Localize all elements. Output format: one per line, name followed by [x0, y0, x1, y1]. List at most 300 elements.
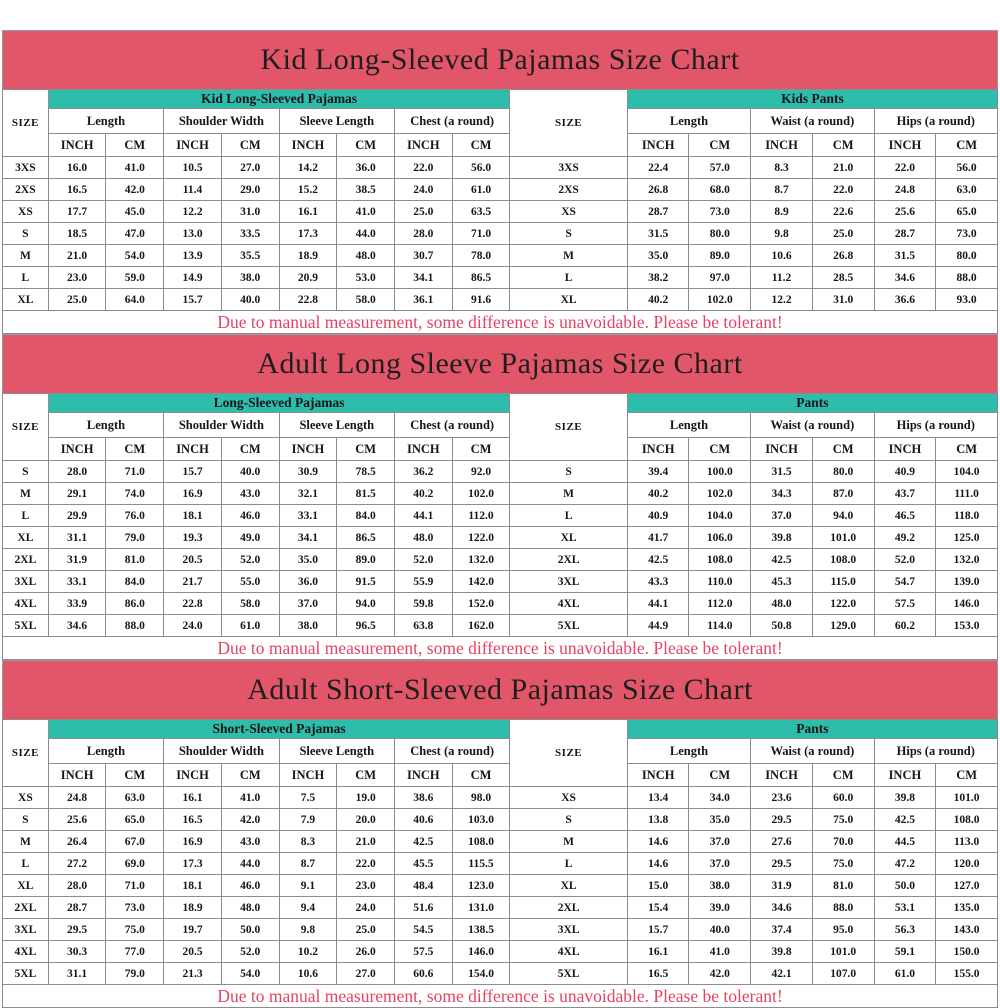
value-cell: 40.0 [221, 289, 279, 311]
value-cell: 18.1 [164, 505, 222, 527]
value-cell: 27.2 [48, 853, 106, 875]
value-cell: 81.0 [812, 875, 874, 897]
value-cell: 34.6 [874, 267, 936, 289]
unit-header-cell: INCH [48, 764, 106, 787]
value-cell: 98.0 [452, 787, 510, 809]
value-cell: 31.1 [48, 527, 106, 549]
value-cell: 35.0 [279, 549, 337, 571]
value-cell: 61.0 [874, 963, 936, 985]
value-cell: 37.0 [751, 505, 813, 527]
value-cell: 46.0 [221, 505, 279, 527]
table-row [3, 831, 998, 853]
size-cell: 2XL [3, 897, 49, 919]
value-cell: 24.0 [337, 897, 395, 919]
measure-header-cell: Length [627, 109, 750, 134]
measure-header-cell: Waist (a round) [751, 413, 874, 438]
value-cell: 23.0 [48, 267, 106, 289]
value-cell: 75.0 [812, 853, 874, 875]
value-cell: 31.0 [221, 201, 279, 223]
value-cell: 36.2 [394, 461, 452, 483]
table-row [3, 919, 998, 941]
size-cell: XL [3, 527, 49, 549]
value-cell: 10.5 [164, 157, 222, 179]
size-cell: L [3, 505, 49, 527]
unit-header-cell: INCH [627, 134, 689, 157]
size-cell: 2XL [510, 897, 627, 919]
header-row-units [3, 764, 998, 787]
value-cell: 102.0 [452, 483, 510, 505]
measure-header-cell: Chest (a round) [394, 739, 509, 764]
value-cell: 31.5 [751, 461, 813, 483]
size-cell: XL [510, 875, 627, 897]
value-cell: 29.5 [751, 809, 813, 831]
size-cell: S [3, 223, 49, 245]
value-cell: 48.0 [751, 593, 813, 615]
header-row-group [3, 720, 998, 739]
value-cell: 20.5 [164, 549, 222, 571]
value-cell: 155.0 [936, 963, 998, 985]
value-cell: 44.0 [337, 223, 395, 245]
value-cell: 29.5 [48, 919, 106, 941]
value-cell: 60.0 [812, 787, 874, 809]
value-cell: 113.0 [936, 831, 998, 853]
value-cell: 29.0 [221, 179, 279, 201]
value-cell: 31.5 [874, 245, 936, 267]
value-cell: 43.0 [221, 831, 279, 853]
table-row [3, 963, 998, 985]
size-cell: XL [510, 527, 627, 549]
section-title-banner [2, 660, 998, 719]
value-cell: 42.0 [106, 179, 164, 201]
value-cell: 47.0 [106, 223, 164, 245]
value-cell: 112.0 [452, 505, 510, 527]
value-cell: 58.0 [337, 289, 395, 311]
size-cell: 3XS [3, 157, 49, 179]
size-cell: XS [510, 201, 627, 223]
disclaimer [2, 985, 998, 1008]
table-row [3, 483, 998, 505]
size-column-header: SIZE [510, 720, 627, 787]
value-cell: 27.6 [751, 831, 813, 853]
value-cell: 71.0 [452, 223, 510, 245]
value-cell: 61.0 [221, 615, 279, 637]
section-adult-long-sleeve-pajamas [2, 334, 998, 660]
value-cell: 13.9 [164, 245, 222, 267]
value-cell: 153.0 [936, 615, 998, 637]
value-cell: 52.0 [221, 941, 279, 963]
value-cell: 25.6 [874, 201, 936, 223]
value-cell: 37.4 [751, 919, 813, 941]
value-cell: 37.0 [279, 593, 337, 615]
value-cell: 24.8 [48, 787, 106, 809]
table-row [3, 267, 998, 289]
section-title-banner [2, 30, 998, 89]
table-row [3, 201, 998, 223]
size-cell: L [510, 267, 627, 289]
value-cell: 162.0 [452, 615, 510, 637]
value-cell: 78.0 [452, 245, 510, 267]
value-cell: 40.2 [627, 289, 689, 311]
size-column-header: SIZE [3, 720, 49, 787]
value-cell: 40.0 [689, 919, 751, 941]
value-cell: 86.0 [106, 593, 164, 615]
size-cell: S [510, 461, 627, 483]
value-cell: 138.5 [452, 919, 510, 941]
value-cell: 50.8 [751, 615, 813, 637]
unit-header-cell: INCH [164, 438, 222, 461]
value-cell: 84.0 [106, 571, 164, 593]
table-row [3, 593, 998, 615]
table-row [3, 615, 998, 637]
value-cell: 36.1 [394, 289, 452, 311]
unit-header-cell: INCH [751, 764, 813, 787]
value-cell: 8.7 [751, 179, 813, 201]
value-cell: 95.0 [812, 919, 874, 941]
unit-header-cell: INCH [394, 764, 452, 787]
value-cell: 89.0 [689, 245, 751, 267]
size-cell: M [510, 483, 627, 505]
group-header-right: Pants [627, 720, 997, 739]
value-cell: 108.0 [452, 831, 510, 853]
value-cell: 37.0 [689, 853, 751, 875]
value-cell: 10.2 [279, 941, 337, 963]
size-table-container [2, 89, 998, 311]
value-cell: 29.9 [48, 505, 106, 527]
value-cell: 60.6 [394, 963, 452, 985]
value-cell: 86.5 [337, 527, 395, 549]
value-cell: 33.1 [48, 571, 106, 593]
value-cell: 70.0 [812, 831, 874, 853]
value-cell: 9.1 [279, 875, 337, 897]
value-cell: 44.0 [221, 853, 279, 875]
value-cell: 56.0 [936, 157, 998, 179]
value-cell: 38.6 [394, 787, 452, 809]
value-cell: 86.5 [452, 267, 510, 289]
value-cell: 103.0 [452, 809, 510, 831]
size-column-header: SIZE [510, 394, 627, 461]
value-cell: 22.0 [394, 157, 452, 179]
value-cell: 150.0 [936, 941, 998, 963]
value-cell: 10.6 [279, 963, 337, 985]
table-row [3, 853, 998, 875]
unit-header-cell: CM [689, 764, 751, 787]
value-cell: 40.0 [221, 461, 279, 483]
size-cell: S [3, 809, 49, 831]
value-cell: 56.3 [874, 919, 936, 941]
value-cell: 78.5 [337, 461, 395, 483]
value-cell: 22.8 [164, 593, 222, 615]
value-cell: 100.0 [689, 461, 751, 483]
measure-header-cell: Hips (a round) [874, 413, 997, 438]
size-table-container [2, 393, 998, 637]
unit-header-cell: INCH [48, 438, 106, 461]
value-cell: 59.0 [106, 267, 164, 289]
value-cell: 45.0 [106, 201, 164, 223]
size-cell: 2XS [510, 179, 627, 201]
group-header-right: Kids Pants [627, 90, 997, 109]
value-cell: 35.0 [627, 245, 689, 267]
value-cell: 24.8 [874, 179, 936, 201]
size-cell: L [510, 505, 627, 527]
value-cell: 38.2 [627, 267, 689, 289]
value-cell: 8.9 [751, 201, 813, 223]
value-cell: 43.0 [221, 483, 279, 505]
value-cell: 91.6 [452, 289, 510, 311]
value-cell: 8.3 [279, 831, 337, 853]
value-cell: 79.0 [106, 963, 164, 985]
unit-header-cell: INCH [874, 438, 936, 461]
value-cell: 38.5 [337, 179, 395, 201]
size-cell: XL [3, 875, 49, 897]
value-cell: 84.0 [337, 505, 395, 527]
unit-header-cell: CM [812, 764, 874, 787]
value-cell: 24.0 [164, 615, 222, 637]
value-cell: 7.5 [279, 787, 337, 809]
value-cell: 18.1 [164, 875, 222, 897]
value-cell: 48.0 [221, 897, 279, 919]
value-cell: 33.1 [279, 505, 337, 527]
value-cell: 52.0 [874, 549, 936, 571]
unit-header-cell: CM [221, 438, 279, 461]
value-cell: 77.0 [106, 941, 164, 963]
value-cell: 32.1 [279, 483, 337, 505]
value-cell: 102.0 [689, 289, 751, 311]
size-cell: M [510, 245, 627, 267]
unit-header-cell: INCH [627, 764, 689, 787]
value-cell: 59.1 [874, 941, 936, 963]
value-cell: 38.0 [279, 615, 337, 637]
value-cell: 48.4 [394, 875, 452, 897]
value-cell: 63.0 [106, 787, 164, 809]
value-cell: 42.5 [394, 831, 452, 853]
value-cell: 91.5 [337, 571, 395, 593]
value-cell: 34.6 [48, 615, 106, 637]
value-cell: 39.0 [689, 897, 751, 919]
value-cell: 17.7 [48, 201, 106, 223]
value-cell: 40.9 [627, 505, 689, 527]
unit-header-cell: CM [936, 134, 998, 157]
size-cell: 3XL [510, 571, 627, 593]
unit-header-cell: INCH [751, 438, 813, 461]
section-title: Adult Long Sleeve Pajamas Size Chart [257, 347, 743, 380]
unit-header-cell: CM [689, 134, 751, 157]
value-cell: 17.3 [164, 853, 222, 875]
value-cell: 16.1 [164, 787, 222, 809]
value-cell: 49.0 [221, 527, 279, 549]
value-cell: 73.0 [106, 897, 164, 919]
value-cell: 135.0 [936, 897, 998, 919]
value-cell: 104.0 [936, 461, 998, 483]
unit-header-cell: INCH [279, 134, 337, 157]
value-cell: 41.0 [106, 157, 164, 179]
value-cell: 36.0 [279, 571, 337, 593]
value-cell: 55.0 [221, 571, 279, 593]
size-cell: 4XL [3, 941, 49, 963]
value-cell: 115.5 [452, 853, 510, 875]
value-cell: 46.0 [221, 875, 279, 897]
measure-header-cell: Length [627, 413, 750, 438]
value-cell: 92.0 [452, 461, 510, 483]
unit-header-cell: INCH [627, 438, 689, 461]
value-cell: 108.0 [812, 549, 874, 571]
value-cell: 94.0 [812, 505, 874, 527]
table-row [3, 179, 998, 201]
unit-header-cell: CM [106, 764, 164, 787]
value-cell: 45.5 [394, 853, 452, 875]
value-cell: 46.5 [874, 505, 936, 527]
value-cell: 142.0 [452, 571, 510, 593]
value-cell: 118.0 [936, 505, 998, 527]
measure-header-cell: Length [48, 109, 163, 134]
value-cell: 20.9 [279, 267, 337, 289]
value-cell: 42.0 [221, 809, 279, 831]
value-cell: 58.0 [221, 593, 279, 615]
value-cell: 74.0 [106, 483, 164, 505]
value-cell: 132.0 [452, 549, 510, 571]
value-cell: 39.8 [874, 787, 936, 809]
size-cell: M [3, 245, 49, 267]
value-cell: 30.3 [48, 941, 106, 963]
value-cell: 11.4 [164, 179, 222, 201]
value-cell: 48.0 [337, 245, 395, 267]
value-cell: 139.0 [936, 571, 998, 593]
value-cell: 102.0 [689, 483, 751, 505]
value-cell: 40.6 [394, 809, 452, 831]
value-cell: 42.1 [751, 963, 813, 985]
measure-header-cell: Shoulder Width [164, 413, 279, 438]
size-cell: M [510, 831, 627, 853]
value-cell: 54.0 [221, 963, 279, 985]
value-cell: 152.0 [452, 593, 510, 615]
value-cell: 143.0 [936, 919, 998, 941]
value-cell: 15.7 [164, 461, 222, 483]
value-cell: 57.5 [874, 593, 936, 615]
value-cell: 53.0 [337, 267, 395, 289]
value-cell: 43.7 [874, 483, 936, 505]
measure-header-cell: Waist (a round) [751, 739, 874, 764]
unit-header-cell: INCH [164, 134, 222, 157]
value-cell: 96.5 [337, 615, 395, 637]
value-cell: 122.0 [812, 593, 874, 615]
size-table [2, 393, 998, 637]
value-cell: 22.6 [812, 201, 874, 223]
table-row [3, 157, 998, 179]
table-row [3, 941, 998, 963]
value-cell: 52.0 [221, 549, 279, 571]
size-cell: 3XL [510, 919, 627, 941]
value-cell: 20.0 [337, 809, 395, 831]
value-cell: 9.4 [279, 897, 337, 919]
value-cell: 31.5 [627, 223, 689, 245]
value-cell: 38.0 [221, 267, 279, 289]
value-cell: 26.0 [337, 941, 395, 963]
section-title-banner [2, 334, 998, 393]
value-cell: 15.7 [164, 289, 222, 311]
value-cell: 123.0 [452, 875, 510, 897]
unit-header-cell: CM [106, 438, 164, 461]
table-row [3, 461, 998, 483]
value-cell: 18.5 [48, 223, 106, 245]
value-cell: 15.4 [627, 897, 689, 919]
value-cell: 14.2 [279, 157, 337, 179]
value-cell: 75.0 [812, 809, 874, 831]
measure-header-cell: Length [627, 739, 750, 764]
value-cell: 12.2 [164, 201, 222, 223]
table-row [3, 875, 998, 897]
size-cell: 4XL [3, 593, 49, 615]
value-cell: 61.0 [452, 179, 510, 201]
value-cell: 39.8 [751, 941, 813, 963]
value-cell: 14.6 [627, 853, 689, 875]
value-cell: 16.9 [164, 483, 222, 505]
value-cell: 17.3 [279, 223, 337, 245]
value-cell: 57.0 [689, 157, 751, 179]
value-cell: 16.5 [164, 809, 222, 831]
table-row [3, 787, 998, 809]
value-cell: 73.0 [689, 201, 751, 223]
unit-header-cell: CM [812, 438, 874, 461]
value-cell: 21.3 [164, 963, 222, 985]
unit-header-cell: CM [689, 438, 751, 461]
value-cell: 76.0 [106, 505, 164, 527]
size-column-header: SIZE [3, 394, 49, 461]
value-cell: 44.5 [874, 831, 936, 853]
value-cell: 65.0 [106, 809, 164, 831]
value-cell: 31.1 [48, 963, 106, 985]
value-cell: 112.0 [689, 593, 751, 615]
value-cell: 49.2 [874, 527, 936, 549]
value-cell: 34.1 [279, 527, 337, 549]
value-cell: 16.9 [164, 831, 222, 853]
size-cell: XL [3, 289, 49, 311]
value-cell: 63.0 [936, 179, 998, 201]
value-cell: 71.0 [106, 461, 164, 483]
value-cell: 28.0 [48, 461, 106, 483]
size-cell: 5XL [510, 963, 627, 985]
value-cell: 11.2 [751, 267, 813, 289]
header-row-group [3, 90, 998, 109]
value-cell: 31.9 [751, 875, 813, 897]
value-cell: 81.0 [106, 549, 164, 571]
value-cell: 8.7 [279, 853, 337, 875]
value-cell: 93.0 [936, 289, 998, 311]
group-header-left: Long-Sleeved Pajamas [48, 394, 510, 413]
value-cell: 106.0 [689, 527, 751, 549]
value-cell: 65.0 [936, 201, 998, 223]
measure-header-cell: Sleeve Length [279, 109, 394, 134]
size-cell: 3XL [3, 919, 49, 941]
value-cell: 26.8 [812, 245, 874, 267]
size-table-container [2, 719, 998, 985]
value-cell: 20.5 [164, 941, 222, 963]
value-cell: 10.6 [751, 245, 813, 267]
disclaimer [2, 311, 998, 334]
unit-header-cell: INCH [394, 134, 452, 157]
size-cell: S [3, 461, 49, 483]
value-cell: 13.0 [164, 223, 222, 245]
value-cell: 14.9 [164, 267, 222, 289]
value-cell: 55.9 [394, 571, 452, 593]
value-cell: 75.0 [106, 919, 164, 941]
size-cell: 4XL [510, 941, 627, 963]
unit-header-cell: CM [936, 764, 998, 787]
value-cell: 154.0 [452, 963, 510, 985]
unit-header-cell: CM [452, 134, 510, 157]
value-cell: 28.7 [48, 897, 106, 919]
size-cell: S [510, 809, 627, 831]
value-cell: 29.1 [48, 483, 106, 505]
unit-header-cell: CM [337, 764, 395, 787]
